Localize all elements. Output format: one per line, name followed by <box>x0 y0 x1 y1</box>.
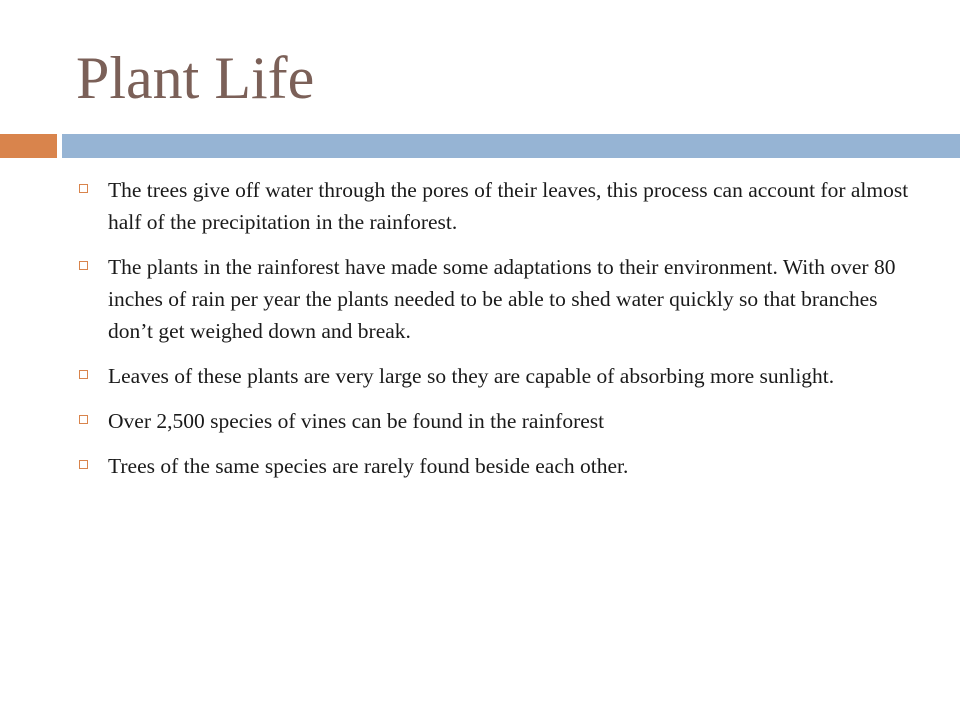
bullet-text: Leaves of these plants are very large so they are capable of absorbing more sunlight. <box>108 364 835 388</box>
square-bullet-icon <box>76 450 108 482</box>
bullet-list <box>76 174 916 495</box>
square-bullet-icon <box>76 174 108 206</box>
bullet-text: The plants in the rainforest have made some adaptations to their environment. With over 80 inches of rain per year the plants needed to be able to shed water quickly so that branches don’t get weighed down and break. <box>108 255 896 343</box>
bullet-item <box>76 360 916 392</box>
square-bullet-icon <box>76 360 108 392</box>
bullet-item <box>76 405 916 437</box>
bullet-item <box>76 251 916 347</box>
bullet-text: The trees give off water through the pores of their leaves, this process can account for almost half of the precipitation in the rainforest. <box>108 178 909 234</box>
bullet-text: Trees of the same species are rarely found beside each other. <box>108 454 629 478</box>
accent-bar-blue <box>62 134 960 158</box>
bullet-item <box>76 450 916 482</box>
square-bullet-icon <box>76 251 108 283</box>
bullet-text: Over 2,500 species of vines can be found in the rainforest <box>108 409 605 433</box>
square-bullet-icon <box>76 405 108 437</box>
slide-title: Plant Life <box>76 45 315 111</box>
accent-bar-orange <box>0 134 57 158</box>
bullet-item <box>76 174 916 238</box>
